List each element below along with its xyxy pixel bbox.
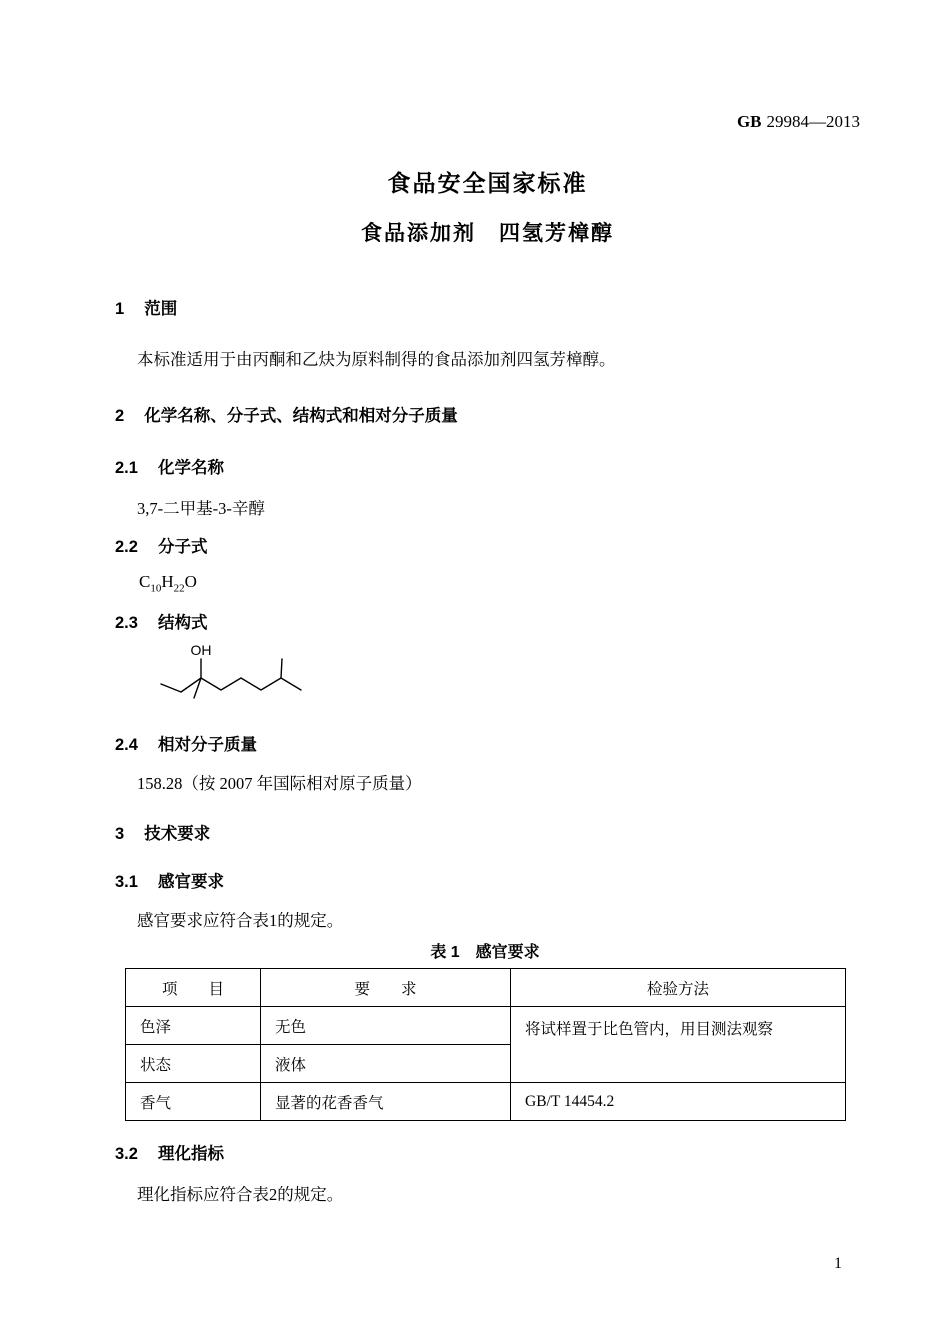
formula-c: C	[139, 572, 151, 591]
section-2-4-number: 2.4	[115, 736, 138, 755]
cell-item-state: 状态	[126, 1045, 261, 1083]
section-1-title: 范围	[144, 300, 178, 318]
section-2-4-heading	[115, 734, 860, 756]
chemical-structure	[115, 640, 860, 712]
table1	[125, 968, 846, 1121]
section-2-2-number: 2.2	[115, 538, 138, 556]
oh-label: OH	[190, 642, 212, 659]
section-3-1-body: 感官要求应符合表1的规定。	[137, 911, 344, 931]
formula-c-subscript: 10	[150, 582, 162, 595]
methyl-bond-c7	[281, 659, 282, 678]
section-3-1-number: 3.1	[115, 873, 138, 892]
section-3-title: 技术要求	[144, 825, 211, 844]
section-3-1-title: 感官要求	[157, 873, 224, 892]
section-3-2-body: 理化指标应符合表2的规定。	[137, 1185, 344, 1205]
section-1-body: 本标准适用于由丙酮和乙炔为原料制得的食品添加剂四氢芳樟醇。	[137, 350, 616, 369]
table1-header-method: 检验方法	[511, 969, 846, 1007]
cell-item-color: 色泽	[126, 1007, 261, 1045]
formula-h-subscript: 22	[173, 582, 185, 595]
table1-caption: 表 1 感官要求	[430, 944, 540, 962]
section-2-2-heading	[115, 536, 860, 558]
table-row-aroma	[126, 1083, 846, 1121]
section-2-3-title: 结构式	[157, 614, 208, 633]
section-2-2-title: 分子式	[157, 538, 208, 556]
cell-requirement-state: 液体	[261, 1045, 511, 1083]
table1-header-requirement: 要 求	[261, 969, 511, 1007]
section-2-3-number: 2.3	[115, 614, 138, 633]
section-3-1-heading	[115, 871, 860, 893]
section-3-number: 3	[115, 825, 125, 844]
formula-h: H	[161, 572, 174, 591]
cell-requirement-color: 无色	[261, 1007, 511, 1045]
section-2-number: 2	[115, 407, 125, 425]
section-2-3-heading	[115, 612, 860, 634]
cell-item-aroma: 香气	[126, 1083, 261, 1121]
table-row-color	[126, 1007, 846, 1045]
section-3-2-heading	[115, 1143, 860, 1165]
page-number: 1	[834, 1255, 842, 1272]
doc-number	[115, 112, 860, 132]
section-2-heading	[115, 405, 860, 427]
doc-number-value: 29984—2013	[766, 112, 860, 131]
section-3-2-title: 理化指标	[157, 1145, 224, 1164]
section-2-title: 化学名称、分子式、结构式和相对分子质量	[144, 407, 458, 425]
table1-header-item: 项 目	[126, 969, 261, 1007]
table1-header-row	[126, 969, 846, 1007]
cell-method-visual: 将试样置于比色管内，用目测法观察	[511, 1007, 846, 1083]
formula-o: O	[184, 572, 197, 591]
section-2-1-heading	[115, 457, 860, 479]
section-3-2-number: 3.2	[115, 1145, 138, 1164]
section-2-1-number: 2.1	[115, 459, 138, 477]
cell-requirement-aroma: 显著的花香香气	[261, 1083, 511, 1121]
section-1-number: 1	[115, 300, 125, 318]
molecular-weight: 158.28（按 2007 年国际相对原子质量）	[137, 774, 422, 794]
molecular-formula	[115, 570, 860, 600]
structure-drawing	[149, 640, 339, 712]
carbon-chain	[161, 678, 301, 692]
cell-method-aroma: GB/T 14454.2	[511, 1083, 846, 1121]
standard-title: 食品安全国家标准	[387, 170, 588, 196]
section-1-heading	[115, 298, 860, 320]
section-2-4-title: 相对分子质量	[157, 736, 257, 755]
section-3-heading	[115, 823, 860, 845]
doc-number-prefix: GB	[736, 112, 762, 131]
standard-subtitle: 食品添加剂 四氢芳樟醇	[361, 222, 614, 245]
chemical-name: 3,7-二甲基-3-辛醇	[137, 499, 265, 518]
section-2-1-title: 化学名称	[157, 459, 224, 477]
